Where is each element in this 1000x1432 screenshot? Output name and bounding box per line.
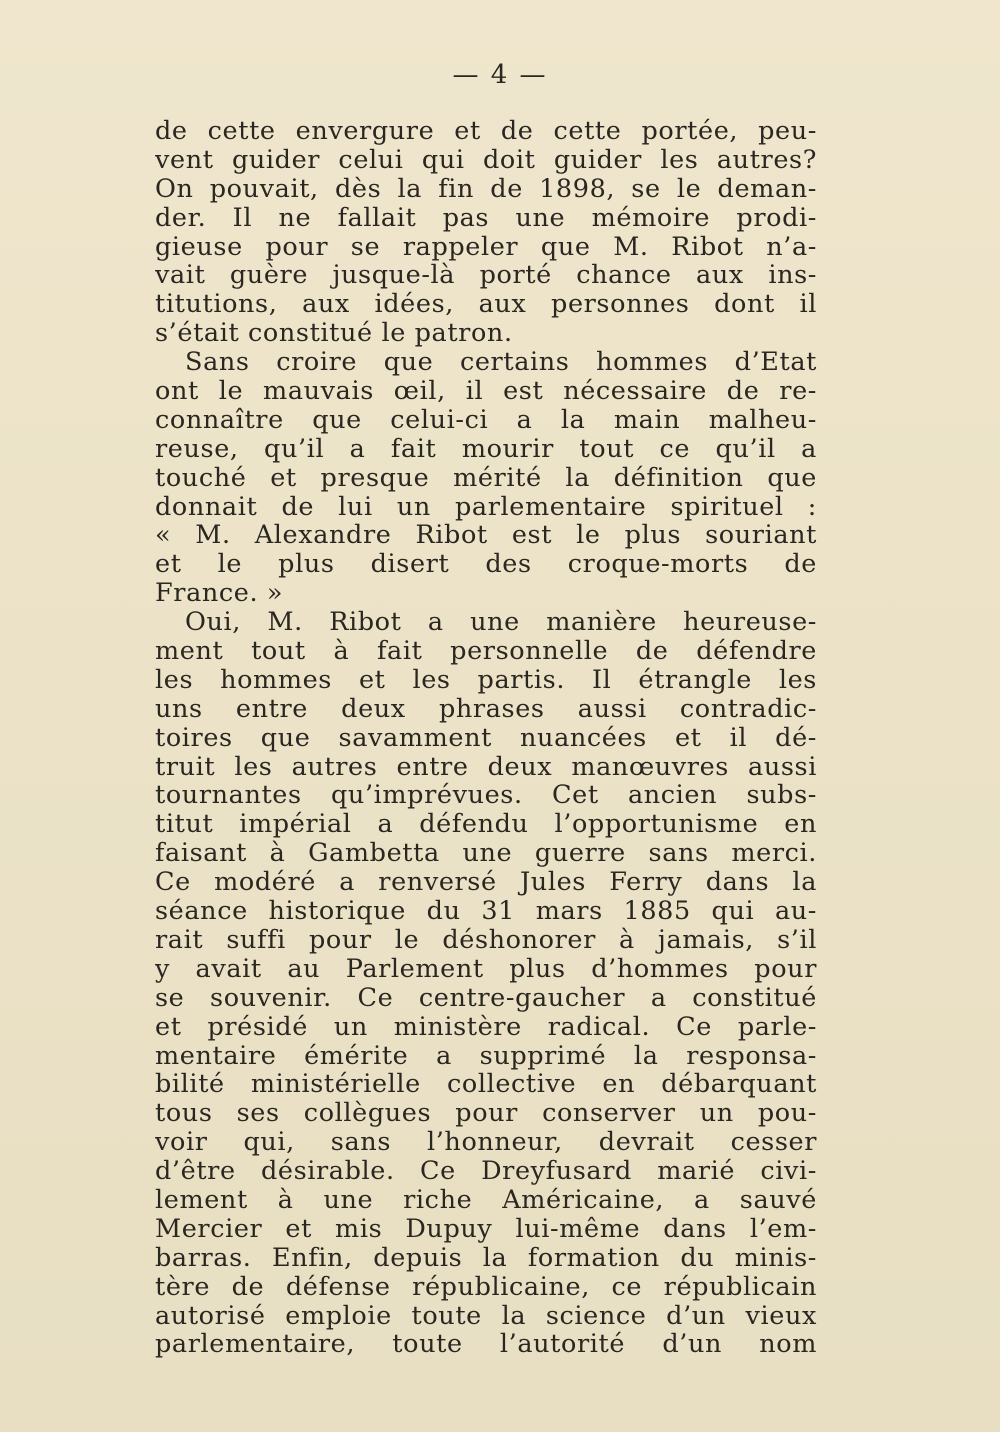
page-number: — 4 —: [452, 60, 548, 90]
text-line: France. »: [155, 579, 284, 609]
text-line: voir qui, sans l’honneur, devrait cesser: [155, 1128, 817, 1158]
text-line: donnait de lui un parlementaire spirituel :: [155, 492, 817, 522]
text-line: mentaire émérite a supprimé la responsa-: [155, 1041, 817, 1071]
text-line: titutions, aux idées, aux personnes dont il: [155, 290, 817, 320]
text-line: touché et presque mérité la définition que: [155, 463, 817, 493]
text-line: parlementaire, toute l’autorité d’un nom: [155, 1330, 817, 1360]
text-line: tournantes qu’imprévues. Cet ancien subs-: [155, 781, 817, 811]
text-line: der. Il ne fallait pas une mémoire prodi-: [155, 203, 817, 233]
text-line: autorisé emploie toute la science d’un vieux: [155, 1301, 817, 1331]
text-line: se souvenir. Ce centre-gaucher a constitué: [155, 983, 817, 1013]
text-line: les hommes et les partis. Il étrangle les: [155, 665, 817, 695]
text-line: On pouvait, dès la fin de 1898, se le deman-: [155, 174, 817, 204]
text-line: uns entre deux phrases aussi contradic-: [155, 694, 817, 724]
text-line: ont le mauvais œil, il est nécessaire de re-: [155, 377, 817, 406]
text-line: ment tout à fait personnelle de défendre: [155, 637, 817, 666]
text-line: tère de défense républicaine, ce républicain: [155, 1272, 817, 1302]
text-line: et le plus disert des croque-morts de: [155, 550, 817, 580]
text-line: truit les autres entre deux manœuvres aussi: [155, 752, 817, 782]
text-line: séance historique du 31 mars 1885 qui au-: [155, 897, 817, 926]
text-line: Ce modéré a renversé Jules Ferry dans la: [155, 868, 817, 898]
text-line: faisant à Gambetta une guerre sans merci.: [155, 839, 817, 869]
text-line: vent guider celui qui doit guider les autres?: [155, 145, 817, 175]
text-line: barras. Enfin, depuis la formation du minis-: [155, 1243, 817, 1273]
text-line: reuse, qu’il a fait mourir tout ce qu’il a: [155, 434, 817, 464]
text-line: rait suffi pour le déshonorer à jamais, s’il: [155, 925, 817, 955]
text-line: tous ses collègues pour conserver un pou-: [155, 1099, 817, 1129]
text-line: connaître que celui-ci a la main malheu-: [155, 405, 817, 435]
text-line: d’être désirable. Ce Dreyfusard marié civi-: [155, 1157, 817, 1186]
text-line: bilité ministérielle collective en débarquant: [155, 1070, 817, 1100]
text-line: Mercier et mis Dupuy lui-même dans l’em-: [155, 1214, 817, 1244]
text-line: toires que savamment nuancées et il dé-: [155, 723, 817, 753]
text-line: s’était constitué le patron.: [155, 319, 513, 349]
body-text: [155, 117, 817, 1359]
text-line: de cette envergure et de cette portée, peu-: [155, 117, 817, 146]
text-line: gieuse pour se rappeler que M. Ribot n’a-: [155, 232, 817, 262]
text-line: vait guère jusque-là porté chance aux ins-: [155, 261, 817, 291]
text-line: Oui, M. Ribot a une manière heureuse-: [185, 608, 817, 638]
text-line: et présidé un ministère radical. Ce parle-: [155, 1012, 817, 1042]
text-line: lement à une riche Américaine, a sauvé: [155, 1185, 817, 1215]
text-line: « M. Alexandre Ribot est le plus souriant: [155, 521, 817, 551]
text-line: y avait au Parlement plus d’hommes pour: [155, 954, 817, 984]
text-line: Sans croire que certains hommes d’Etat: [185, 348, 817, 378]
text-line: titut impérial a défendu l’opportunisme en: [155, 810, 817, 840]
